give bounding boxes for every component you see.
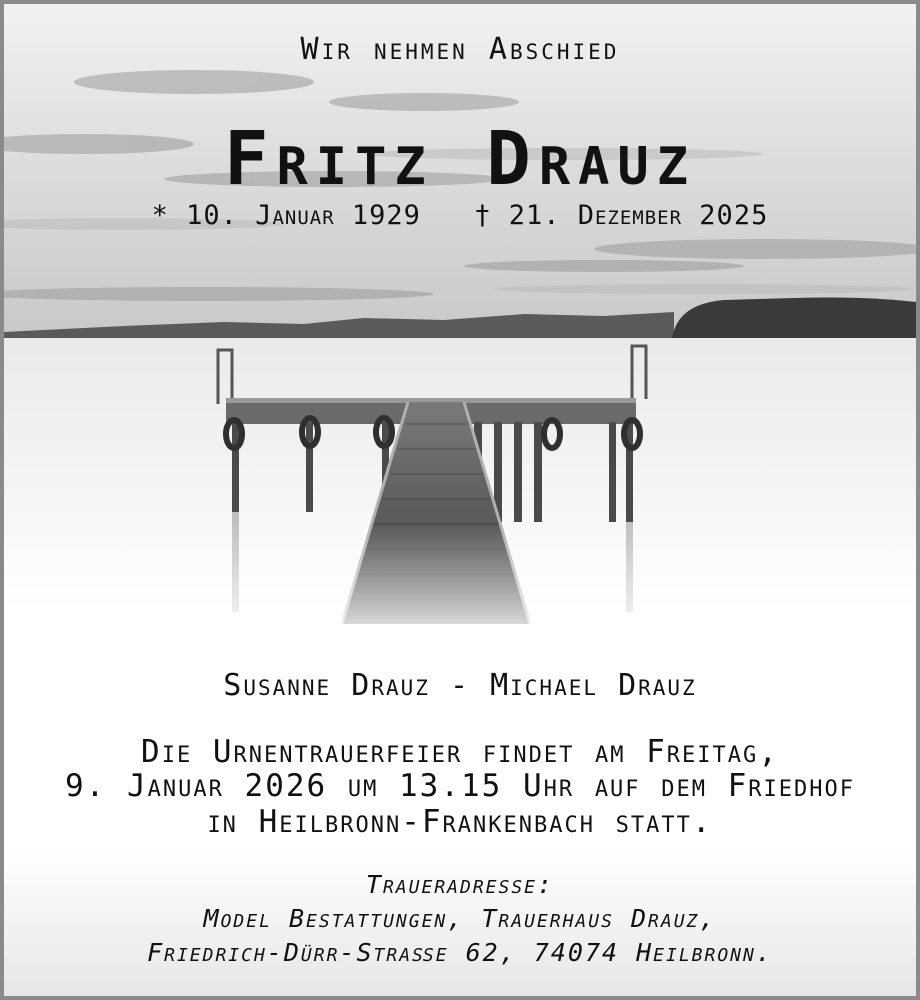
family-names: Susanne Drauz - Michael Drauz [223, 668, 697, 703]
death-date: † 21. Dezember 2025 [474, 200, 769, 231]
address-label: Traueradresse: [365, 870, 555, 899]
ceremony-line-3: in Heilbronn-Frankenbach statt. [207, 804, 713, 840]
lake-pier-photo [4, 4, 916, 624]
ceremony-line-1: Die Urnentrauerfeier findet am Freitag, [141, 734, 779, 770]
life-dates [4, 200, 916, 231]
headline: Wir nehmen Abschied [300, 32, 620, 67]
birth-date: * 10. Januar 1929 [151, 200, 421, 231]
deceased-name: Fritz Drauz [223, 116, 697, 202]
ceremony-line-2: 9. Januar 2026 um 13.15 Uhr auf dem Friedhof [65, 768, 855, 804]
address-line-1: Model Bestattungen, Trauerhaus Drauz, [203, 904, 717, 933]
address-line-2: Friedrich-Dürr-Straße 62, 74074 Heilbronn. [147, 938, 773, 967]
